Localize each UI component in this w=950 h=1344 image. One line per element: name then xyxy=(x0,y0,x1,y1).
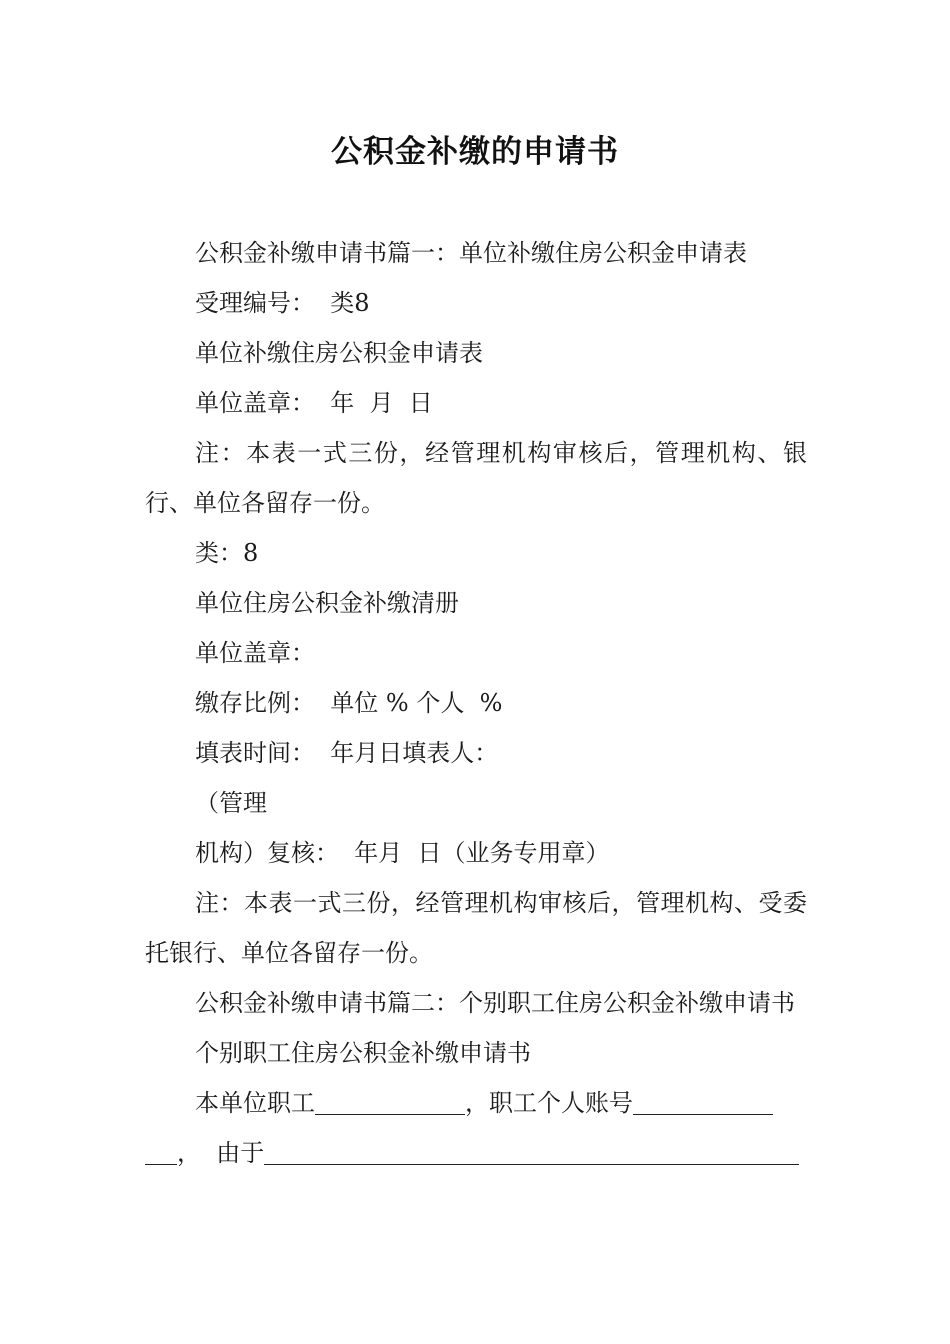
paragraph: 缴存比例： 单位 % 个人 % xyxy=(195,689,503,717)
blank-account-number-cont[interactable] xyxy=(145,1136,177,1165)
paragraph: 单位补缴住房公积金申请表 xyxy=(195,339,483,367)
form-label-employee: 本单位职工 xyxy=(195,1089,315,1117)
blank-account-number[interactable] xyxy=(633,1086,773,1115)
paragraph: 受理编号： 类8 xyxy=(195,289,370,317)
paragraph: 个别职工住房公积金补缴申请书 xyxy=(195,1039,531,1067)
paragraph: 注：本表一式三份，经管理机构审核后，管理机构、银行、单位各留存一份。 xyxy=(145,439,807,517)
paragraph: 公积金补缴申请书篇一：单位补缴住房公积金申请表 xyxy=(195,239,747,267)
form-label-account: ，职工个人账号 xyxy=(465,1089,633,1117)
document-title: 公积金补缴的申请书 xyxy=(331,134,619,170)
paragraph: 单位盖章： xyxy=(195,639,315,667)
blank-reason[interactable] xyxy=(264,1136,799,1165)
paragraph: 类：8 xyxy=(195,539,259,567)
form-line xyxy=(145,1078,807,1128)
paragraph: 单位住房公积金补缴清册 xyxy=(195,589,459,617)
paragraph: （管理 xyxy=(195,789,267,817)
blank-employee-name[interactable] xyxy=(315,1086,465,1115)
paragraph: 单位盖章： 年 月 日 xyxy=(195,389,433,417)
form-label-reason: ， 由于 xyxy=(177,1139,265,1167)
paragraph: 填表时间： 年月日填表人： xyxy=(195,739,499,767)
form-line xyxy=(145,1128,807,1178)
paragraph: 机构）复核： 年月 日（业务专用章） xyxy=(195,839,610,867)
document-body xyxy=(145,228,807,1178)
paragraph: 公积金补缴申请书篇二：个别职工住房公积金补缴申请书 xyxy=(195,989,795,1017)
paragraph: 注：本表一式三份，经管理机构审核后，管理机构、受委托银行、单位各留存一份。 xyxy=(145,889,807,967)
